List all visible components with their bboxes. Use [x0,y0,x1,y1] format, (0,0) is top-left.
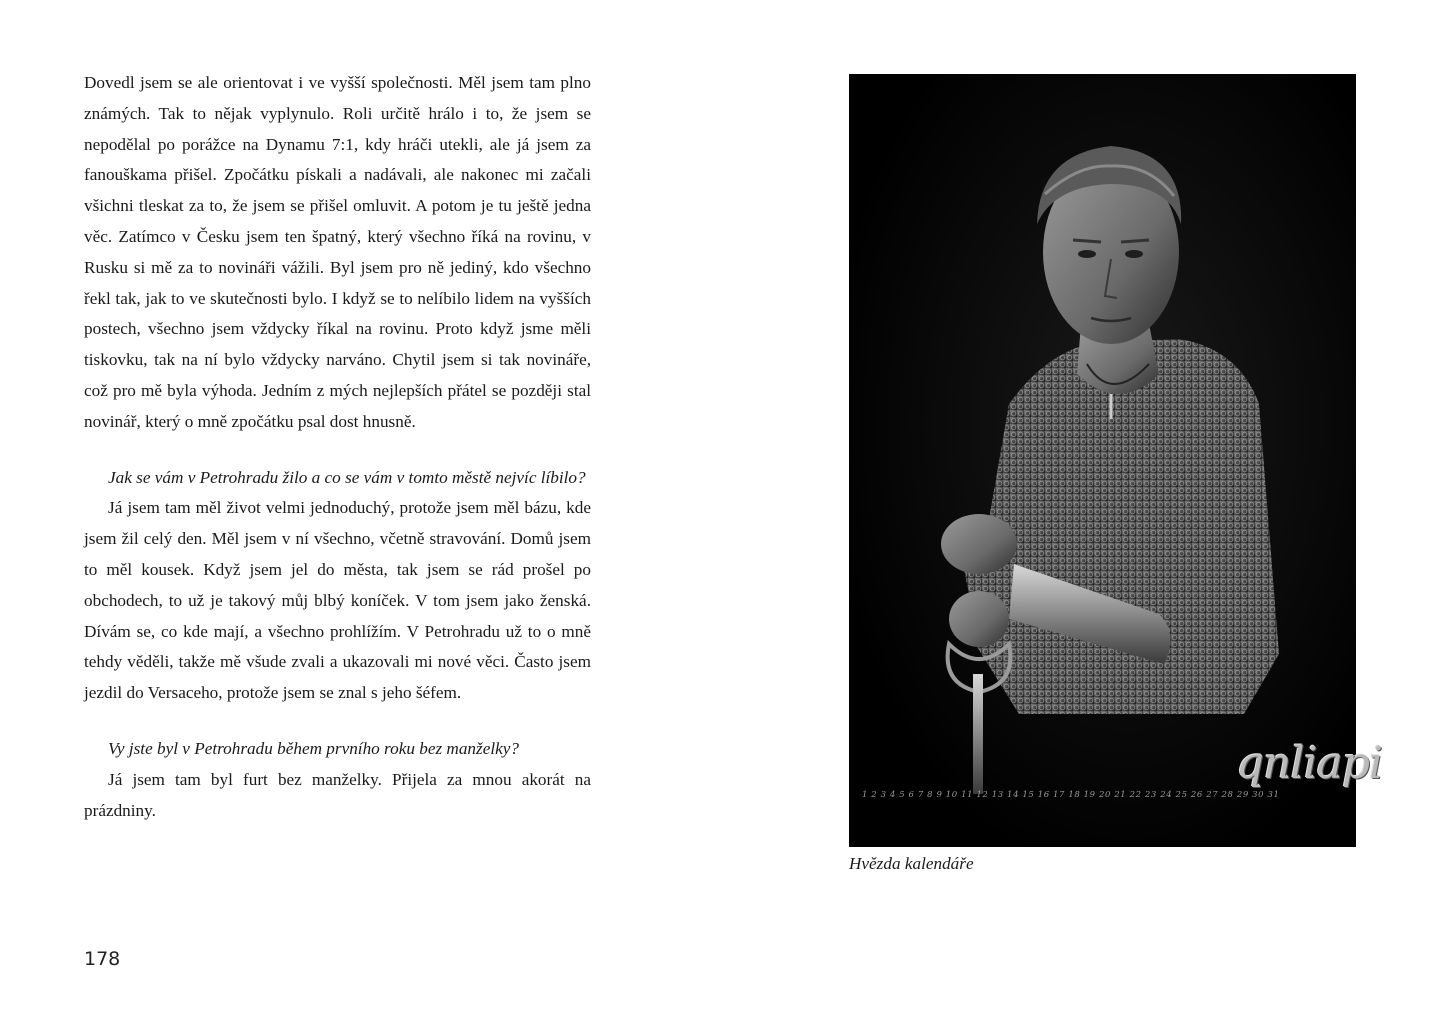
left-page-text [84,68,591,826]
interview-answer: Já jsem tam měl život velmi jednoduchý, protože jsem měl bázu, kde jsem žil celý den. Měl jsem v ní všechno, včetně stravování. Domů jsem to měl kousek. Když jsem jel do města, tak jsem se rád prošel po obchodech, to už je takový můj blbý koníček. V tom jsem jako ženská. Dívám se, co kde mají, a všechno prohlížím. V Petrohradu už to o mně tehdy věděli, takže mě všude zvali a ukazovali mi nové věci. Často jsem jezdil do Versaceho, protože jsem se znal s jeho šéfem. [84,498,591,703]
spacer [84,709,591,734]
portrait-illustration [849,74,1356,847]
calendar-day-numbers: 1 2 3 4 5 6 7 8 9 10 11 12 13 14 15 16 17 18 19 20 21 22 23 24 25 26 27 28 29 30 31 [862,790,1280,800]
interview-answer: Já jsem tam byl furt bez manželky. Přijela za mnou akorát na prázdniny. [84,769,591,820]
interview-question: Vy jste byl v Petrohradu během prvního roku bez manželky? [108,738,519,758]
page-number: 178 [84,948,121,970]
photo-caption: Hvězda kalendáře [849,854,974,873]
calendar-month-name: qnliapi [1236,738,1383,789]
paragraph: Dovedl jsem se ale orientovat i ve vyšší společnosti. Měl jsem tam plno známých. Tak to nějak vyplynulo. Roli určitě hrálo i to, že jsem se nepodělal po porážce na Dynamu 7:1, kdy hráči utekli, ale já jsem za fanouškama přišel. Zpočátku pískali a nadávali, ale nakonec mi začali všichni tleskat za to, že jsem se přišel omluvit. A potom je tu ještě jedna věc. Zatímco v Česku jsem ten špatný, který všechno říká na rovinu, v Rusku si mě za to novináři vážili. Byl jsem pro ně jediný, kdo všechno řekl tak, jak to ve skutečnosti bylo. I když se to nelíbilo lidem na vyšších postech, všechno jsem vždycky říkal na rovinu. Proto když jsme měli tiskovku, tak na ní bylo vždycky narváno. Chytil jsem si tak novináře, což pro mě byla výhoda. Jedním z mých nejlepších přátel se později stal novinář, který o mně zpočátku psal dost hnusně. [84,73,591,431]
interview-question: Jak se vám v Petrohradu žilo a co se vám v tomto městě nejvíc líbilo? [108,467,586,487]
spacer [84,438,591,463]
calendar-photo [849,74,1356,847]
